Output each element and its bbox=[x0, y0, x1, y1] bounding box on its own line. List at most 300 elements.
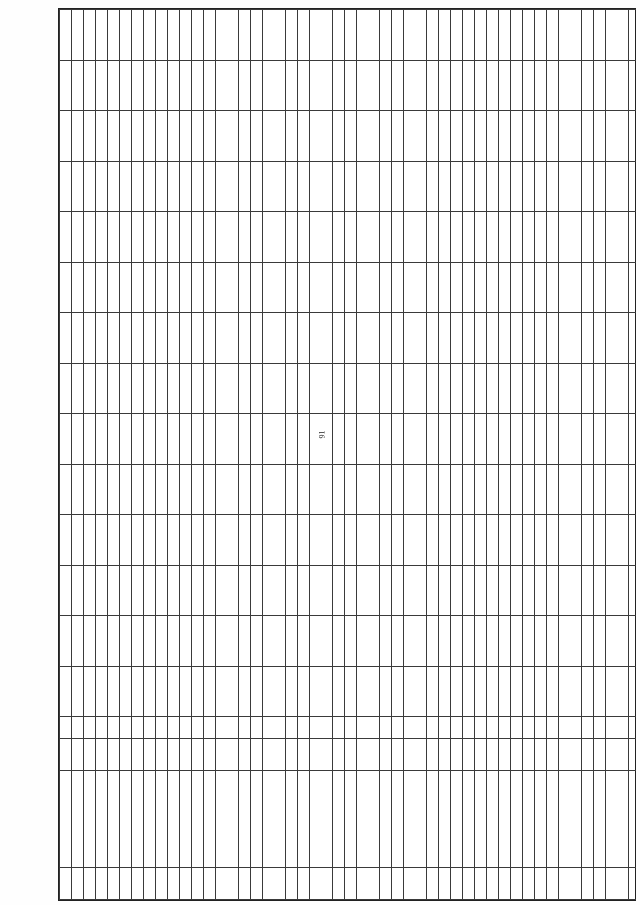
table-cell bbox=[523, 515, 535, 565]
table-cell bbox=[120, 10, 132, 61]
table-cell bbox=[582, 616, 594, 666]
table-cell bbox=[629, 363, 637, 413]
table-cell bbox=[120, 313, 132, 363]
table-cell bbox=[547, 464, 559, 514]
table-cell bbox=[84, 739, 96, 771]
table-cell bbox=[239, 313, 251, 363]
table-cell bbox=[559, 313, 582, 363]
table-cell bbox=[251, 515, 263, 565]
table-cell bbox=[144, 111, 156, 161]
table-cell bbox=[392, 666, 404, 716]
table-cell bbox=[523, 10, 535, 61]
table-cell bbox=[180, 313, 192, 363]
table-cell bbox=[606, 717, 629, 739]
table-row bbox=[72, 10, 84, 900]
table-cell bbox=[559, 666, 582, 716]
table-cell bbox=[582, 313, 594, 363]
table-cell bbox=[263, 10, 286, 61]
table-cell bbox=[404, 313, 427, 363]
table-cell bbox=[475, 111, 487, 161]
table-cell bbox=[427, 161, 439, 211]
table-cell bbox=[239, 212, 251, 262]
table-cell bbox=[594, 717, 606, 739]
table-cell bbox=[192, 770, 204, 868]
table-cell bbox=[204, 464, 216, 514]
table-cell bbox=[451, 111, 463, 161]
table-cell bbox=[523, 565, 535, 615]
table-cell bbox=[180, 515, 192, 565]
table-cell bbox=[263, 111, 286, 161]
table-cell bbox=[535, 60, 547, 110]
table-cell bbox=[463, 464, 475, 514]
table-cell bbox=[168, 10, 180, 61]
table-cell bbox=[380, 666, 392, 716]
table-cell bbox=[523, 464, 535, 514]
table-cell bbox=[108, 616, 120, 666]
table-cell bbox=[463, 515, 475, 565]
table-cell bbox=[239, 739, 251, 771]
table-cell bbox=[380, 868, 392, 900]
table-cell bbox=[216, 414, 239, 464]
table-cell bbox=[547, 10, 559, 61]
table-cell bbox=[168, 565, 180, 615]
table-cell bbox=[216, 717, 239, 739]
table-cell bbox=[108, 10, 120, 61]
table-cell bbox=[606, 111, 629, 161]
table-cell bbox=[475, 60, 487, 110]
table-cell bbox=[216, 666, 239, 716]
table-cell bbox=[594, 616, 606, 666]
table-cell bbox=[427, 212, 439, 262]
table-cell bbox=[333, 770, 345, 868]
table-cell bbox=[559, 464, 582, 514]
table-cell bbox=[345, 10, 357, 61]
table-cell bbox=[427, 313, 439, 363]
table-cell bbox=[487, 868, 499, 900]
table-cell bbox=[60, 60, 72, 110]
table-cell bbox=[180, 464, 192, 514]
table-cell bbox=[392, 770, 404, 868]
table-cell bbox=[547, 111, 559, 161]
table-cell bbox=[511, 313, 523, 363]
table-cell bbox=[156, 60, 168, 110]
table-row bbox=[535, 10, 547, 900]
table-cell bbox=[286, 60, 298, 110]
table-cell bbox=[511, 60, 523, 110]
table-row bbox=[547, 10, 559, 900]
table-cell bbox=[345, 565, 357, 615]
table-cell bbox=[333, 717, 345, 739]
table-cell bbox=[594, 868, 606, 900]
table-cell bbox=[132, 717, 144, 739]
table-cell bbox=[204, 262, 216, 312]
table-cell bbox=[333, 565, 345, 615]
table-row bbox=[487, 10, 499, 900]
table-cell bbox=[263, 666, 286, 716]
table-cell bbox=[204, 111, 216, 161]
table-cell bbox=[144, 60, 156, 110]
table-cell bbox=[72, 262, 84, 312]
table-cell bbox=[523, 414, 535, 464]
table-cell bbox=[60, 464, 72, 514]
table-cell bbox=[475, 313, 487, 363]
table-cell bbox=[120, 739, 132, 771]
table-cell bbox=[392, 262, 404, 312]
table-cell bbox=[535, 363, 547, 413]
table-cell bbox=[535, 515, 547, 565]
table-cell bbox=[499, 212, 511, 262]
table-cell bbox=[523, 212, 535, 262]
table-cell bbox=[345, 111, 357, 161]
table-row bbox=[357, 10, 380, 900]
table-cell bbox=[629, 616, 637, 666]
table-cell bbox=[629, 161, 637, 211]
table-cell bbox=[499, 60, 511, 110]
table-cell bbox=[392, 363, 404, 413]
table-cell bbox=[427, 868, 439, 900]
table-cell bbox=[392, 414, 404, 464]
table-cell bbox=[345, 212, 357, 262]
table-cell bbox=[427, 565, 439, 615]
table-cell bbox=[392, 161, 404, 211]
table-cell bbox=[547, 212, 559, 262]
table-cell bbox=[310, 515, 333, 565]
table-cell bbox=[84, 10, 96, 61]
table-cell bbox=[60, 515, 72, 565]
table-cell bbox=[239, 363, 251, 413]
table-cell bbox=[84, 770, 96, 868]
table-cell bbox=[144, 212, 156, 262]
table-cell bbox=[132, 313, 144, 363]
table-cell bbox=[333, 111, 345, 161]
table-cell bbox=[156, 414, 168, 464]
table-cell bbox=[357, 515, 380, 565]
table-cell bbox=[559, 565, 582, 615]
table-cell bbox=[108, 515, 120, 565]
table-cell bbox=[251, 717, 263, 739]
table-cell bbox=[451, 363, 463, 413]
table-cell bbox=[439, 739, 451, 771]
table-cell bbox=[144, 464, 156, 514]
table-cell bbox=[132, 515, 144, 565]
table-cell bbox=[451, 464, 463, 514]
table-cell bbox=[120, 717, 132, 739]
table-cell bbox=[357, 363, 380, 413]
table-cell bbox=[535, 262, 547, 312]
table-cell bbox=[239, 111, 251, 161]
table-cell bbox=[606, 414, 629, 464]
table-cell bbox=[380, 616, 392, 666]
table-cell bbox=[286, 717, 298, 739]
table-cell bbox=[380, 60, 392, 110]
table-cell bbox=[298, 565, 310, 615]
table-cell bbox=[535, 161, 547, 211]
table-cell bbox=[511, 111, 523, 161]
table-cell bbox=[180, 666, 192, 716]
table-cell bbox=[192, 10, 204, 61]
table-cell bbox=[216, 212, 239, 262]
table-cell bbox=[192, 464, 204, 514]
table-cell bbox=[144, 313, 156, 363]
table-cell bbox=[629, 10, 637, 61]
table-cell bbox=[559, 111, 582, 161]
table-cell bbox=[310, 363, 333, 413]
table-cell bbox=[487, 10, 499, 61]
table-cell bbox=[180, 616, 192, 666]
table-cell bbox=[487, 212, 499, 262]
table-cell bbox=[380, 10, 392, 61]
table-cell bbox=[263, 363, 286, 413]
table-cell bbox=[427, 515, 439, 565]
table-cell bbox=[286, 739, 298, 771]
table-cell bbox=[216, 161, 239, 211]
table-cell bbox=[204, 60, 216, 110]
table-cell bbox=[463, 262, 475, 312]
table-cell bbox=[96, 616, 108, 666]
table-cell bbox=[72, 515, 84, 565]
table-row bbox=[84, 10, 96, 900]
table-cell bbox=[263, 515, 286, 565]
table-cell bbox=[463, 739, 475, 771]
table-cell bbox=[345, 717, 357, 739]
table-cell bbox=[475, 363, 487, 413]
table-cell bbox=[108, 414, 120, 464]
table-cell bbox=[606, 464, 629, 514]
table-cell bbox=[345, 262, 357, 312]
table-cell bbox=[310, 262, 333, 312]
table-cell bbox=[499, 161, 511, 211]
table-cell bbox=[380, 313, 392, 363]
table-cell bbox=[357, 464, 380, 514]
table-cell bbox=[357, 161, 380, 211]
table-cell bbox=[463, 565, 475, 615]
table-cell bbox=[120, 111, 132, 161]
table-cell bbox=[180, 414, 192, 464]
table-cell bbox=[511, 868, 523, 900]
table-cell bbox=[606, 616, 629, 666]
table-cell bbox=[606, 313, 629, 363]
table-cell bbox=[606, 161, 629, 211]
table-cell bbox=[345, 161, 357, 211]
table-cell bbox=[463, 10, 475, 61]
table-cell bbox=[96, 313, 108, 363]
table-cell bbox=[404, 717, 427, 739]
table-cell bbox=[84, 414, 96, 464]
table-cell bbox=[239, 616, 251, 666]
table-cell bbox=[263, 262, 286, 312]
table-cell bbox=[629, 770, 637, 868]
table-cell bbox=[499, 414, 511, 464]
table-cell bbox=[132, 666, 144, 716]
table-row bbox=[345, 10, 357, 900]
table-cell bbox=[180, 212, 192, 262]
table-cell bbox=[357, 770, 380, 868]
table-cell bbox=[439, 717, 451, 739]
table-cell bbox=[404, 212, 427, 262]
table-cell bbox=[629, 515, 637, 565]
table-cell bbox=[475, 161, 487, 211]
table-cell bbox=[108, 111, 120, 161]
table-cell bbox=[72, 717, 84, 739]
table-cell bbox=[108, 212, 120, 262]
table-cell bbox=[168, 616, 180, 666]
table-cell bbox=[192, 161, 204, 211]
table-cell bbox=[606, 666, 629, 716]
table-cell bbox=[499, 666, 511, 716]
table-cell bbox=[286, 414, 298, 464]
table-cell bbox=[499, 616, 511, 666]
table-cell bbox=[427, 464, 439, 514]
table-cell bbox=[535, 313, 547, 363]
table-cell bbox=[60, 717, 72, 739]
table-cell bbox=[84, 666, 96, 716]
table-cell bbox=[582, 515, 594, 565]
table-cell bbox=[511, 10, 523, 61]
table-cell bbox=[392, 10, 404, 61]
table-cell bbox=[144, 616, 156, 666]
table-cell bbox=[523, 616, 535, 666]
table-cell bbox=[251, 464, 263, 514]
table-cell bbox=[216, 60, 239, 110]
table-cell bbox=[439, 111, 451, 161]
table-cell bbox=[439, 313, 451, 363]
table-cell bbox=[404, 515, 427, 565]
table-cell bbox=[499, 464, 511, 514]
table-cell bbox=[357, 868, 380, 900]
table-cell bbox=[333, 515, 345, 565]
table-cell bbox=[463, 60, 475, 110]
table-cell bbox=[156, 313, 168, 363]
table-cell bbox=[499, 313, 511, 363]
table-cell bbox=[156, 363, 168, 413]
table-cell bbox=[439, 414, 451, 464]
table-cell bbox=[535, 666, 547, 716]
table-cell bbox=[216, 616, 239, 666]
table-cell bbox=[487, 414, 499, 464]
table-cell bbox=[345, 666, 357, 716]
table-row bbox=[582, 10, 594, 900]
table-cell bbox=[475, 212, 487, 262]
table-cell bbox=[204, 616, 216, 666]
table-cell bbox=[180, 10, 192, 61]
table-cell bbox=[535, 212, 547, 262]
table-cell bbox=[559, 262, 582, 312]
table-cell bbox=[310, 770, 333, 868]
table-cell bbox=[404, 868, 427, 900]
table-cell bbox=[499, 770, 511, 868]
table-cell bbox=[392, 60, 404, 110]
table-cell bbox=[582, 161, 594, 211]
table-cell bbox=[559, 161, 582, 211]
table-cell bbox=[310, 868, 333, 900]
table-cell bbox=[451, 717, 463, 739]
table-cell bbox=[132, 161, 144, 211]
table-cell bbox=[144, 739, 156, 771]
table-cell bbox=[606, 212, 629, 262]
table-cell bbox=[72, 161, 84, 211]
table-cell bbox=[475, 770, 487, 868]
table-cell bbox=[499, 739, 511, 771]
table-cell bbox=[298, 666, 310, 716]
table-cell bbox=[333, 10, 345, 61]
table-cell bbox=[132, 262, 144, 312]
table-cell bbox=[60, 868, 72, 900]
table-row bbox=[511, 10, 523, 900]
table-cell bbox=[582, 565, 594, 615]
table-cell bbox=[594, 770, 606, 868]
table-cell bbox=[594, 212, 606, 262]
table-cell bbox=[333, 313, 345, 363]
table-cell bbox=[523, 313, 535, 363]
table-cell bbox=[239, 161, 251, 211]
table-cell bbox=[120, 212, 132, 262]
table-row bbox=[239, 10, 251, 900]
table-cell bbox=[286, 10, 298, 61]
table-cell bbox=[392, 464, 404, 514]
table-cell bbox=[559, 868, 582, 900]
table-cell bbox=[582, 10, 594, 61]
table-cell bbox=[84, 464, 96, 514]
table-cell bbox=[427, 60, 439, 110]
table-cell bbox=[72, 464, 84, 514]
table-cell bbox=[594, 111, 606, 161]
table-cell bbox=[156, 616, 168, 666]
table-cell bbox=[263, 414, 286, 464]
table-cell bbox=[451, 414, 463, 464]
table-cell bbox=[427, 616, 439, 666]
table-cell bbox=[156, 717, 168, 739]
table-cell bbox=[629, 212, 637, 262]
table-cell bbox=[156, 868, 168, 900]
table-row bbox=[251, 10, 263, 900]
table-cell bbox=[168, 212, 180, 262]
table-cell bbox=[192, 313, 204, 363]
table-cell bbox=[439, 10, 451, 61]
table-cell bbox=[547, 262, 559, 312]
table-cell bbox=[168, 666, 180, 716]
table-cell bbox=[582, 212, 594, 262]
table-row bbox=[298, 10, 310, 900]
table-cell bbox=[60, 414, 72, 464]
table-cell bbox=[263, 565, 286, 615]
table-cell bbox=[156, 464, 168, 514]
table-cell bbox=[475, 717, 487, 739]
table-cell bbox=[180, 770, 192, 868]
table-viewport bbox=[58, 8, 636, 901]
table-cell bbox=[239, 717, 251, 739]
table-cell bbox=[559, 739, 582, 771]
table-cell bbox=[582, 717, 594, 739]
table-cell bbox=[357, 414, 380, 464]
table-cell bbox=[582, 770, 594, 868]
table-cell bbox=[523, 770, 535, 868]
table-cell bbox=[298, 515, 310, 565]
table-cell bbox=[310, 60, 333, 110]
table-cell bbox=[298, 616, 310, 666]
table-cell bbox=[451, 565, 463, 615]
table-cell bbox=[239, 262, 251, 312]
table-row bbox=[60, 10, 72, 900]
table-cell bbox=[594, 60, 606, 110]
table-cell bbox=[239, 868, 251, 900]
table-cell bbox=[523, 739, 535, 771]
table-row bbox=[216, 10, 239, 900]
table-cell bbox=[298, 10, 310, 61]
table-cell bbox=[286, 111, 298, 161]
table-cell bbox=[192, 616, 204, 666]
table-cell bbox=[132, 111, 144, 161]
table-cell bbox=[96, 262, 108, 312]
